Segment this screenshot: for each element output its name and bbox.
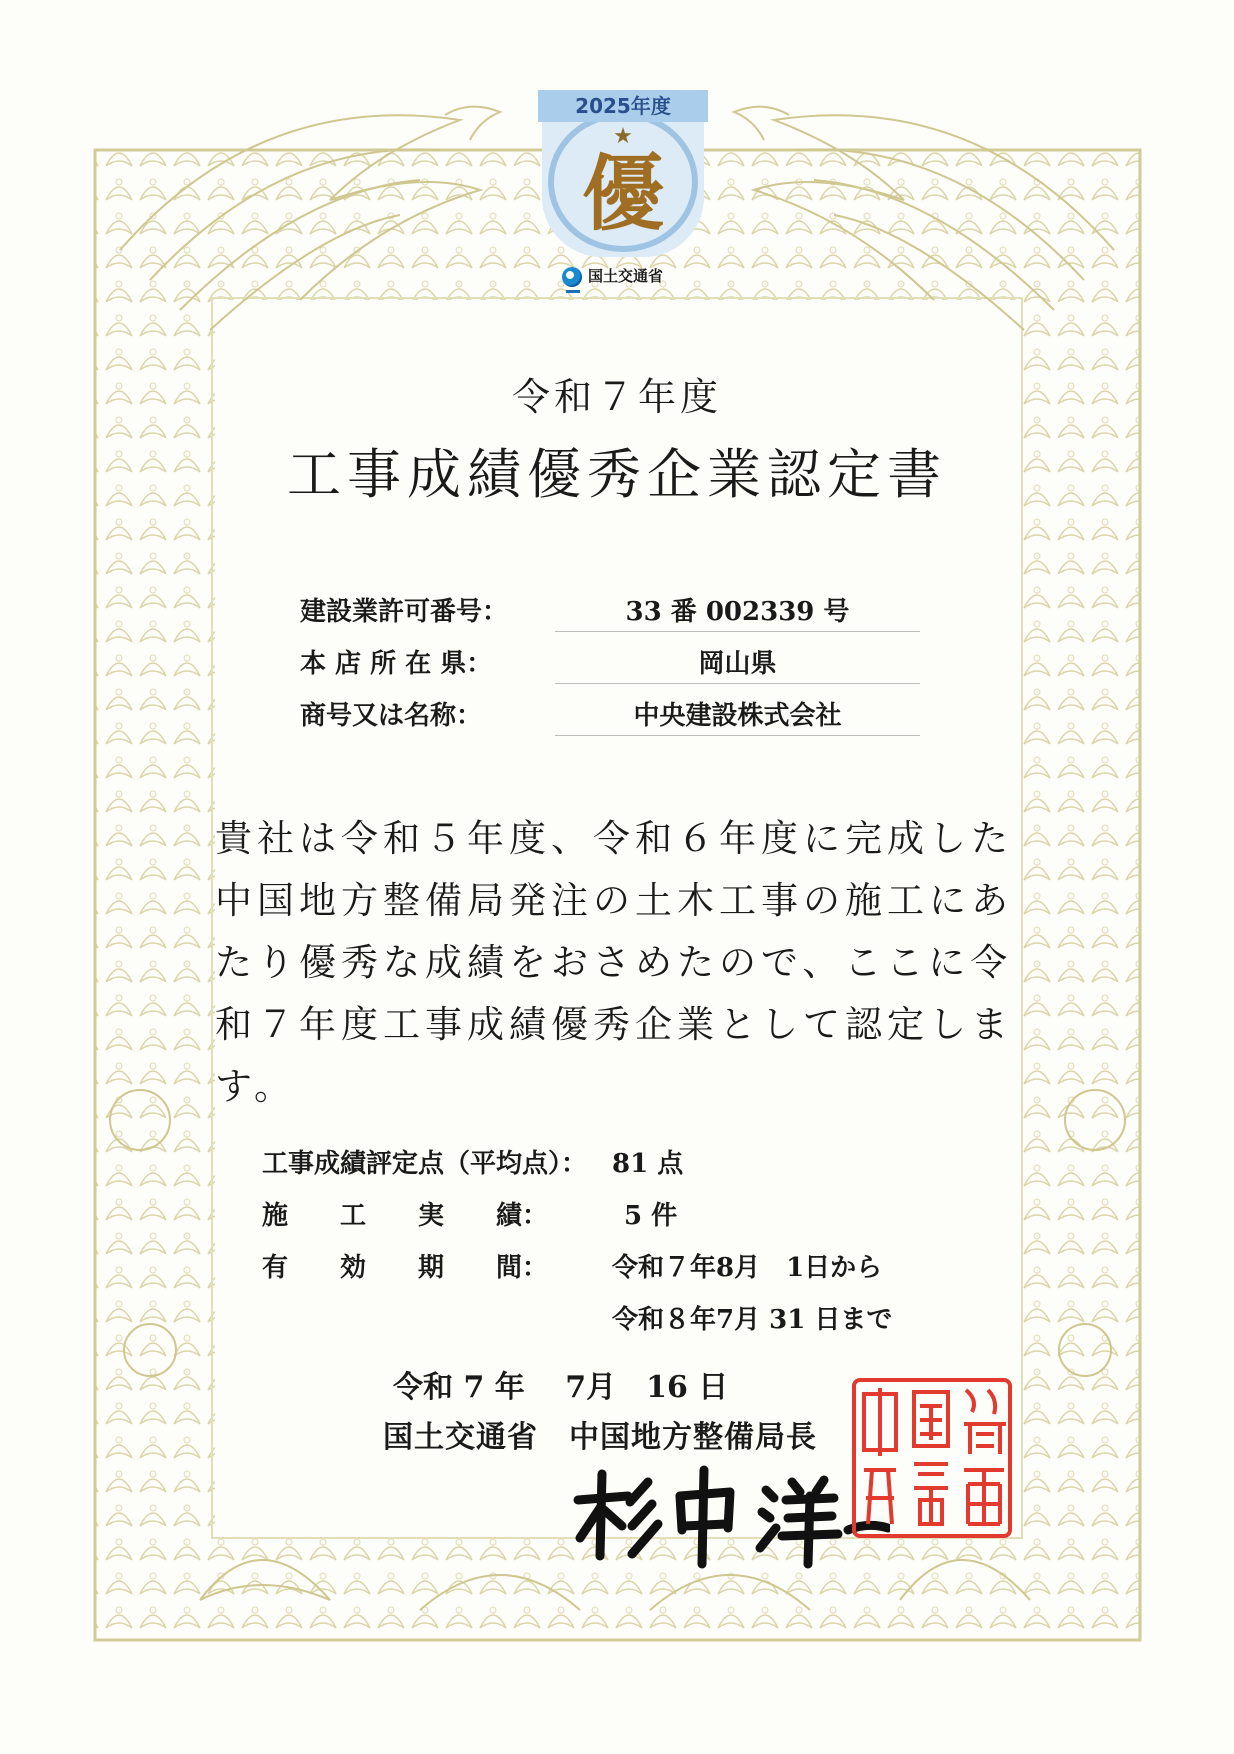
body-line: たり優秀な成績をおさめたので、ここに令 [215,941,1013,984]
certificate-details [262,1143,1022,1351]
record-label: 施 工 実 績： [262,1201,549,1231]
info-row-license [300,585,920,637]
badge-org-label: 国土交通省 [588,267,664,285]
info-label: 商号又は名称： [300,701,483,731]
period-label: 有 効 期 間： [262,1253,549,1283]
star-icon: ★ [613,124,633,149]
issuer: 国土交通省 中国地方整備局長 [383,1420,817,1455]
badge-body [542,122,704,257]
mlit-logo-icon [562,267,582,287]
handwritten-signature [570,1460,890,1570]
info-label: 本 店 所 在 県： [300,649,493,679]
underline [555,683,920,684]
detail-period [262,1247,1022,1299]
body-line: 中国地方整備局発注の土木工事の施工にあ [215,879,1013,922]
excellence-badge [538,90,708,300]
body-line: 和７年度工事成績優秀企業として認定しま [215,1003,1013,1046]
official-seal [848,1374,1016,1542]
info-label: 建設業許可番号： [300,597,509,627]
record-value: 5 件 [624,1201,678,1231]
detail-period-to [262,1299,1022,1351]
body-line: 貴社は令和５年度、令和６年度に完成した [215,817,1013,860]
badge-kanji: 優 [581,146,664,242]
badge-org [548,262,698,290]
detail-score [262,1143,1022,1195]
info-value: 岡山県 [698,649,777,679]
info-row-name [300,689,920,741]
score-label: 工事成績評定点（平均点）： [262,1149,588,1179]
certificate-body [215,808,1015,1118]
body-line: す。 [215,1065,297,1108]
score-value: 81 点 [612,1149,684,1179]
underline [555,735,920,736]
info-row-prefecture [300,637,920,689]
main-title: 工事成績優秀企業認定書 [287,443,947,506]
era-title: 令和７年度 [511,375,722,419]
underline [555,631,920,632]
badge-dash [566,290,580,293]
period-from: 令和７年8月 1日から [612,1253,883,1283]
period-to: 令和８年7月 31 日まで [612,1305,893,1335]
company-info [300,585,920,741]
info-value: 33 番 002339 号 [625,597,850,627]
info-value: 中央建設株式会社 [633,701,842,731]
issue-date: 令和 7 年 7月 16 日 [393,1370,729,1405]
detail-record [262,1195,1022,1247]
badge-year: 2025年度 [538,90,708,122]
